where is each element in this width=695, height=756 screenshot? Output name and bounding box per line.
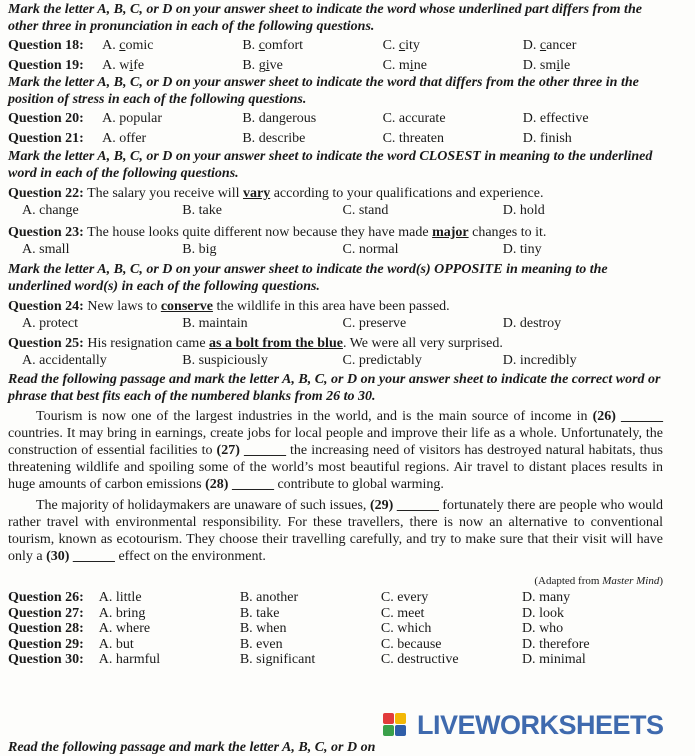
option-d[interactable]: D. finish (522, 131, 572, 146)
blank-30[interactable]: (30) ______ (46, 549, 115, 564)
option-c[interactable]: C. threaten (382, 131, 444, 146)
option-c[interactable]: C. normal (342, 242, 399, 257)
option-d[interactable]: D. incredibly (502, 353, 577, 368)
option-c[interactable]: C. predictably (342, 353, 422, 368)
question-23-options (8, 241, 663, 258)
passage-paragraph-2: The majority of holidaymakers are unaware of such issues, (29) ______ fortunately there are people who would rather travel with environmental responsibility. For these travellers, there is now an alternative to conventional tourism, known as ecotourism. They choose their travelling carefully, and try to make sure that their visit will have only a (30) ______ effect on the environment. (8, 498, 664, 564)
option-d[interactable]: D. hold (502, 203, 545, 218)
option-b[interactable]: B. give (242, 58, 283, 73)
passage-source: (Adapted from Master Mind) (534, 575, 663, 587)
option-a[interactable]: A. wife (102, 58, 145, 73)
option-b[interactable]: B. take (239, 605, 280, 621)
option-d[interactable]: D. minimal (521, 652, 586, 667)
option-d[interactable]: D. cancer (522, 38, 577, 53)
option-b[interactable]: B. suspiciously (182, 353, 268, 368)
option-a[interactable]: A. popular (102, 111, 163, 126)
stress-instruction: Mark the letter A, B, C, or D on your answer sheet to indicate the word that differs from the other three in the position of stress in each of the following questions. (8, 75, 639, 107)
option-b[interactable]: B. when (239, 621, 287, 636)
question-23-stem: Question 23: The house looks quite different now because they have made major changes to it. (8, 225, 547, 240)
option-c[interactable]: C. preserve (342, 316, 407, 331)
question-25-options (8, 352, 663, 369)
option-b[interactable]: B. even (239, 636, 283, 652)
question-26: Question 26: A. little B. another C. every D. many (8, 590, 663, 606)
option-c[interactable]: C. city (382, 38, 420, 53)
blank-26[interactable]: (26) ______ (592, 409, 663, 424)
option-b[interactable]: B. big (182, 242, 217, 257)
question-21: Question 21: A. offer B. describe C. threaten D. finish (8, 130, 663, 147)
option-a[interactable]: A. comic (102, 38, 154, 53)
option-a[interactable]: A. little (98, 590, 142, 605)
option-b[interactable]: B. maintain (182, 316, 248, 331)
option-a[interactable]: A. where (98, 621, 151, 636)
option-c[interactable]: C. which (380, 621, 432, 636)
question-20: Question 20: A. popular B. dangerous C. accurate D. effective (8, 110, 663, 127)
option-b[interactable]: B. describe (242, 131, 306, 146)
blank-27[interactable]: (27) ______ (216, 443, 286, 458)
question-27: Question 27: A. bring B. take C. meet D. look (8, 606, 663, 622)
question-24-stem: Question 24: New laws to conserve the wildlife in this area have been passed. (8, 299, 450, 314)
option-c[interactable]: C. because (380, 636, 442, 652)
passage-paragraph-1: Tourism is now one of the largest industries in the world, and is the main source of income in (26) ______ countries. It may bring in earnings, create jobs for local people and improve their life as a whole. Unfortunately, the construction of essential facilities to (27) ______ the increasing need of visitors has destroyed natural habitats, thus threatening wildlife and spoiling some of the world’s most beautiful regions. Air travel to distant places results in huge amounts of carbon emissions (28) ______ contribute to global warming. (8, 409, 663, 492)
option-c[interactable]: C. destructive (380, 652, 459, 667)
option-d[interactable]: D. destroy (502, 316, 562, 331)
liveworksheets-watermark (383, 711, 683, 739)
question-25-stem: Question 25: His resignation came as a bolt from the blue. We were all very surprised. (8, 336, 503, 351)
option-c[interactable]: C. every (380, 590, 429, 605)
option-d[interactable]: D. tiny (502, 242, 542, 257)
next-instruction-cut: Read the following passage and mark the letter A, B, C, or D on (8, 740, 376, 755)
option-a[interactable]: A. harmful (98, 652, 161, 667)
option-b[interactable]: B. comfort (242, 38, 304, 53)
opposite-instruction: Mark the letter A, B, C, or D on your answer sheet to indicate the word(s) OPPOSITE in meaning to the underlined word(s) in each of the following questions. (8, 262, 608, 294)
option-c[interactable]: C. accurate (382, 111, 446, 126)
option-a[interactable]: A. offer (102, 131, 147, 146)
option-a[interactable]: A. bring (98, 605, 146, 621)
question-18: Question 18: A. comic B. comfort C. city D. cancer (8, 37, 663, 54)
option-b[interactable]: B. significant (239, 652, 316, 667)
question-28: Question 28: A. where B. when C. which D. who (8, 621, 663, 637)
option-b[interactable]: B. dangerous (242, 111, 317, 126)
liveworksheets-logo-icon (383, 713, 413, 737)
passage-instruction: Read the following passage and mark the letter A, B, C, or D on your answer sheet to indicate the correct word or phrase that best fits each of the numbered blanks from 26 to 30. (8, 372, 661, 404)
worksheet-page (8, 0, 663, 668)
option-d[interactable]: D. who (521, 621, 564, 636)
question-22-options (8, 202, 663, 219)
closest-instruction: Mark the letter A, B, C, or D on your answer sheet to indicate the word CLOSEST in meaning to the underlined word in each of the following questions. (8, 149, 653, 181)
option-a[interactable]: A. change (22, 203, 79, 218)
pronunciation-instruction: Mark the letter A, B, C, or D on your answer sheet to indicate the word whose underlined part differs from the other three in pronunciation in each of the following questions. (8, 2, 642, 34)
question-22-stem: Question 22: The salary you receive will vary according to your qualifications and experience. (8, 186, 544, 201)
passage-questions (8, 590, 663, 668)
option-c[interactable]: C. stand (342, 203, 389, 218)
option-a[interactable]: A. small (22, 242, 70, 257)
question-30: Question 30: A. harmful B. significant C. destructive D. minimal (8, 652, 663, 668)
blank-29[interactable]: (29) ______ (369, 498, 439, 513)
question-24-options (8, 315, 663, 332)
option-c[interactable]: C. mine (382, 58, 427, 73)
option-d[interactable]: D. many (521, 590, 571, 605)
question-19: Question 19: A. wife B. give C. mine D. smile (8, 57, 663, 74)
question-29: Question 29: A. but B. even C. because D. therefore (8, 637, 663, 653)
option-d[interactable]: D. therefore (521, 636, 590, 652)
watermark-text: LIVEWORKSHEETS (417, 709, 664, 740)
option-a[interactable]: A. accidentally (22, 353, 107, 368)
option-c[interactable]: C. meet (380, 605, 425, 621)
option-a[interactable]: A. protect (22, 316, 78, 331)
option-d[interactable]: D. smile (522, 58, 571, 73)
option-d[interactable]: D. effective (522, 111, 589, 126)
option-b[interactable]: B. take (182, 203, 222, 218)
option-b[interactable]: B. another (239, 590, 299, 605)
blank-28[interactable]: (28) ______ (205, 477, 274, 492)
option-d[interactable]: D. look (521, 605, 564, 621)
option-a[interactable]: A. but (98, 636, 134, 652)
